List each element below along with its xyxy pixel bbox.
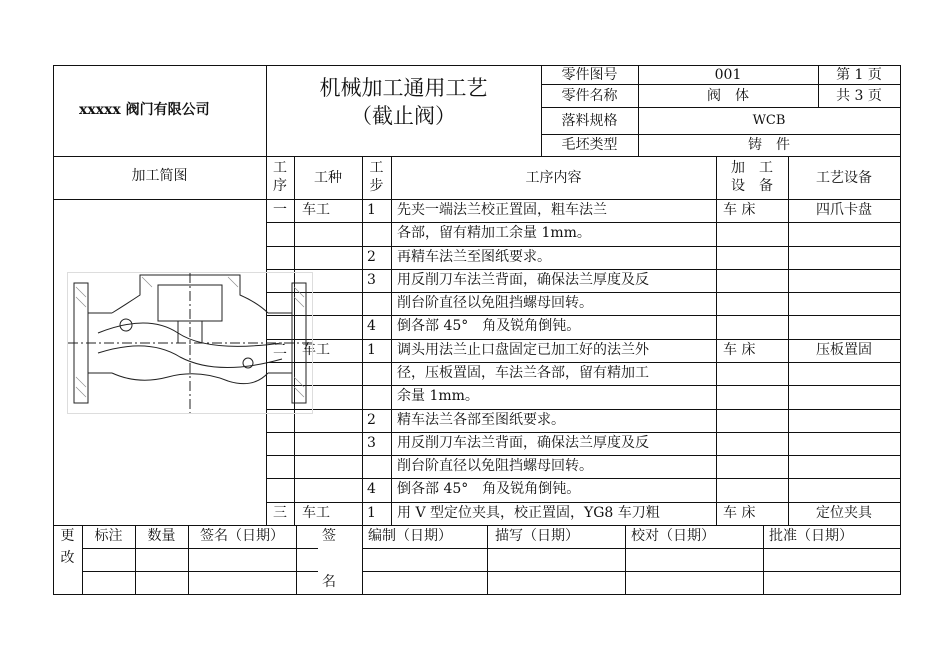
total-pages: 共 3 页 [836, 88, 882, 104]
col-proc-top: 工 [273, 160, 287, 176]
rule [900, 65, 901, 594]
material-spec-label: 落料规格 [561, 113, 618, 129]
check-label: 校对（日期） [631, 528, 715, 544]
company-name: xxxxx 阀门有限公司 [79, 102, 210, 118]
row-machine: 车 床 [723, 202, 756, 218]
sign-label-top: 签 [322, 528, 336, 544]
row-fixture: 压板置固 [816, 342, 872, 358]
row-step: 1 [367, 202, 376, 218]
row-content: 各部，留有精加工余量 1mm。 [397, 225, 591, 241]
mark-label: 标注 [94, 528, 123, 544]
sign-label-bottom: 名 [322, 574, 336, 590]
part-no-label: 零件图号 [561, 67, 618, 83]
row-proc: 一 [273, 202, 287, 218]
row-content: 用 V 型定位夹具，校正置固，YG8 车刀粗 [397, 505, 660, 521]
process-card [53, 65, 900, 594]
rule [391, 156, 392, 525]
row-machine: 车 床 [723, 342, 756, 358]
rule [53, 65, 54, 594]
rule [53, 156, 900, 157]
rule [716, 156, 717, 525]
row-content: 倒各部 45° 角及锐角倒钝。 [397, 481, 581, 497]
rule [763, 525, 764, 594]
row-machine: 车 床 [723, 505, 756, 521]
row-step: 3 [367, 272, 376, 288]
rule [53, 594, 901, 595]
blank-type-value: 铸 件 [748, 137, 790, 153]
col-machine-bottom: 设 备 [731, 178, 773, 194]
col-content: 工序内容 [525, 170, 582, 186]
rule [625, 525, 626, 594]
part-name-value: 阀 体 [707, 88, 749, 104]
col-step-bottom: 步 [369, 178, 384, 194]
qty-label: 数量 [147, 528, 176, 544]
rule [362, 548, 900, 549]
rule [541, 84, 900, 85]
rule [82, 571, 318, 572]
blank-type-label: 毛坯类型 [561, 137, 618, 153]
row-step: 4 [367, 481, 376, 497]
row-content: 削台阶直径以免阻挡螺母回转。 [397, 295, 593, 311]
row-step: 1 [367, 342, 376, 358]
rule [53, 199, 900, 200]
change-label-top: 更 [60, 528, 75, 544]
row-content: 削台阶直径以免阻挡螺母回转。 [397, 458, 593, 474]
trace-label: 描写（日期） [495, 528, 579, 544]
material-value: WCB [752, 113, 786, 128]
row-content: 余量 1mm。 [397, 388, 479, 404]
col-machine-top: 加 工 [731, 160, 773, 176]
part-name-label: 零件名称 [561, 88, 618, 104]
part-no-value: 001 [714, 67, 742, 83]
approve-label: 批准（日期） [769, 528, 853, 544]
rule [541, 107, 900, 108]
row-proc: 二 [273, 342, 287, 358]
col-proc-bottom: 序 [273, 178, 287, 194]
doc-title: 机械加工通用工艺 [319, 76, 488, 100]
row-fixture: 四爪卡盘 [816, 202, 872, 218]
col-step-top: 工 [369, 160, 384, 176]
row-trade: 车工 [302, 505, 330, 521]
row-content: 再精车法兰至图纸要求。 [397, 249, 551, 265]
row-step: 2 [367, 249, 376, 265]
row-trade: 车工 [302, 342, 330, 358]
row-step: 3 [367, 435, 376, 451]
row-step: 1 [367, 505, 376, 521]
rule [541, 134, 900, 135]
row-trade: 车工 [302, 202, 330, 218]
compile-label: 编制（日期） [368, 528, 452, 544]
change-label-bottom: 改 [60, 550, 75, 566]
valve-body-sketch [67, 272, 313, 414]
row-proc: 三 [273, 505, 287, 521]
col-trade: 工种 [314, 170, 342, 186]
row-content: 径，压板置固，车法兰各部，留有精加工 [397, 365, 649, 381]
col-sketch: 加工简图 [131, 168, 188, 184]
rule [362, 156, 363, 594]
row-fixture: 定位夹具 [816, 505, 872, 521]
page-number: 第 1 页 [836, 67, 882, 83]
sign-date-label: 签名（日期） [200, 528, 284, 544]
rule [82, 548, 318, 549]
row-content: 用反削刀车法兰背面，确保法兰厚度及反 [397, 435, 649, 451]
row-content: 调头用法兰止口盘固定已加工好的法兰外 [397, 342, 649, 358]
row-content: 精车法兰各部至图纸要求。 [397, 412, 565, 428]
col-fixture: 工艺设备 [816, 170, 872, 186]
row-content: 先夹一端法兰校正置固，粗车法兰 [397, 202, 607, 218]
rule [53, 65, 900, 66]
row-step: 4 [367, 318, 376, 334]
row-content: 倒各部 45° 角及锐角倒钝。 [397, 318, 581, 334]
rule [362, 571, 900, 572]
rule [487, 525, 488, 594]
row-content: 用反削刀车法兰背面，确保法兰厚度及反 [397, 272, 649, 288]
rule [53, 525, 900, 526]
doc-subtitle: （截止阀） [351, 104, 456, 128]
row-step: 2 [367, 412, 376, 428]
